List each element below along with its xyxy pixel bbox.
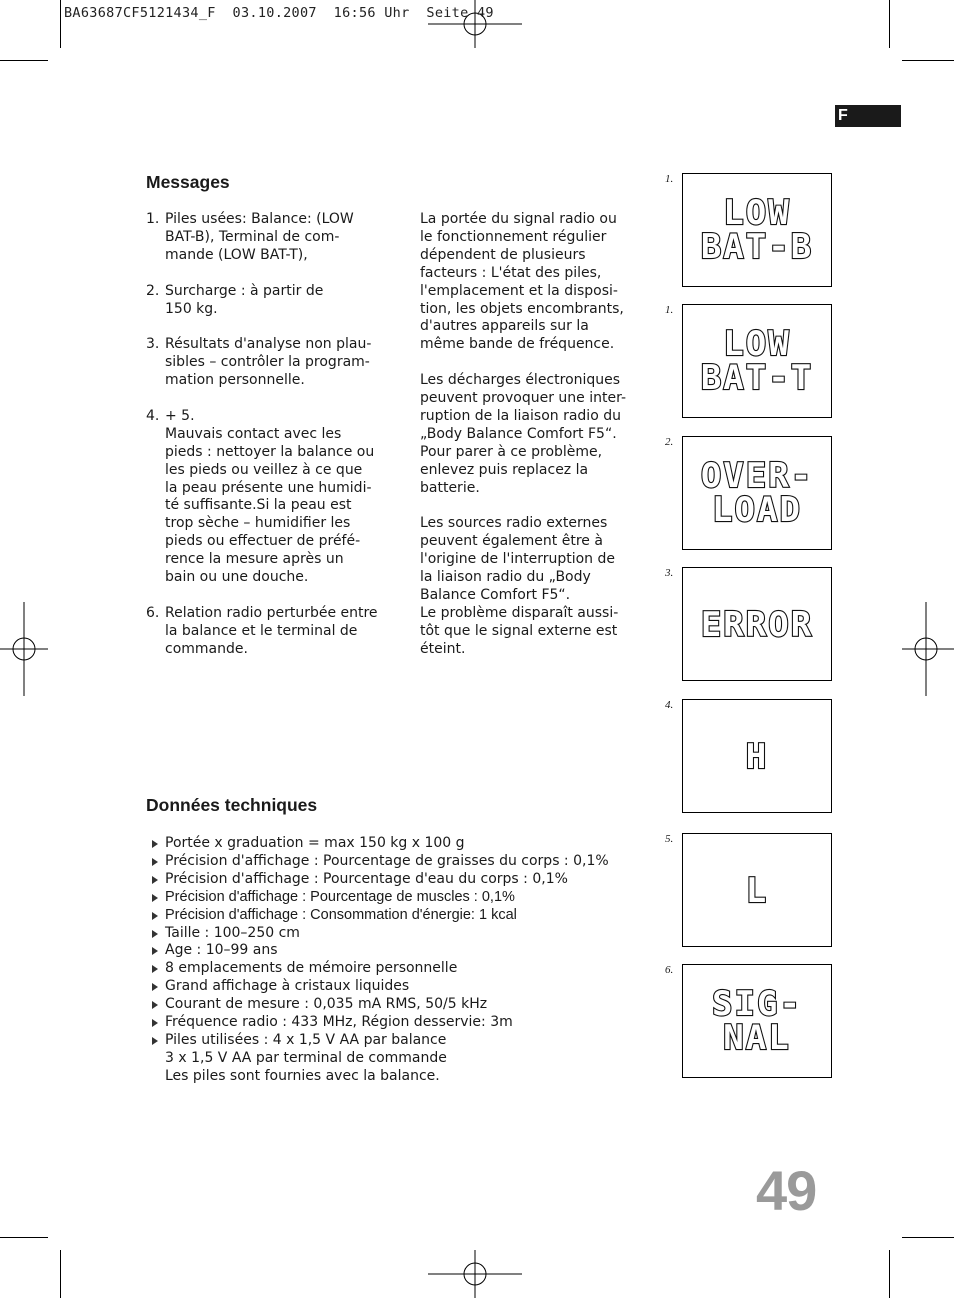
lcd-text: BAT-T: [700, 358, 814, 398]
note-line: la liaison radio du „Body: [420, 569, 591, 586]
message-number: 2.: [146, 282, 160, 299]
note-paragraph: [420, 372, 640, 497]
lcd-text: SIG-: [712, 984, 802, 1024]
message-item: [146, 211, 396, 265]
spec-line: Fréquence radio : 433 MHz, Région desservie: 3m: [165, 1014, 513, 1031]
lcd-text: LOAD: [712, 490, 802, 530]
bullet-triangle-icon: [152, 858, 158, 866]
message-line: rence la mesure après un: [165, 551, 344, 568]
lcd-text: L: [745, 871, 769, 911]
tech-heading: Données techniques: [146, 795, 318, 815]
note-line: éteint.: [420, 640, 466, 657]
message-line: 150 kg.: [165, 300, 218, 317]
note-line: La portée du signal radio ou: [420, 211, 617, 227]
spec-item: [148, 1032, 609, 1086]
bullet-triangle-icon: [152, 1001, 158, 1009]
spec-line: Courant de mesure : 0,035 mA RMS, 50/5 kHz: [165, 996, 488, 1013]
lcd-display: [682, 964, 832, 1078]
message-number: 4.: [146, 407, 160, 424]
messages-notes-column: [420, 211, 640, 677]
bullet-triangle-icon: [152, 894, 158, 902]
message-line: la peau présente une humidi-: [165, 479, 372, 496]
note-paragraph: [420, 211, 640, 354]
message-line: + 5.: [165, 407, 195, 424]
message-line: mande (LOW BAT-T),: [165, 246, 308, 263]
note-line: batterie.: [420, 479, 480, 496]
spec-item: [148, 996, 609, 1014]
spec-line: Piles utilisées : 4 x 1,5 V AA par balance: [165, 1031, 447, 1048]
lcd-display: [682, 699, 832, 813]
message-number: 6.: [146, 604, 160, 621]
message-number: 3.: [146, 336, 160, 353]
messages-heading: Messages: [146, 172, 230, 192]
bullet-triangle-icon: [152, 947, 158, 955]
messages-list-column: [146, 211, 396, 676]
note-line: Balance Comfort F5“.: [420, 587, 571, 603]
note-line: l'emplacement et la disposi-: [420, 282, 618, 299]
bullet-triangle-icon: [152, 930, 158, 938]
note-line: l'origine de l'interruption de: [420, 551, 616, 568]
bullet-triangle-icon: [152, 1037, 158, 1045]
lcd-text: H: [745, 737, 769, 777]
spec-line: Taille : 100–250 cm: [165, 924, 300, 941]
spec-item: [148, 889, 609, 907]
message-line: Piles usées: Balance: (LOW: [165, 211, 354, 227]
message-item: [146, 408, 396, 587]
lcd-text: LOW: [723, 324, 791, 364]
message-line: les pieds ou veillez à ce que: [165, 461, 363, 478]
note-line: dépendent de plusieurs: [420, 246, 586, 263]
bullet-triangle-icon: [152, 912, 158, 920]
spec-line: Portée x graduation = max 150 kg x 100 g: [165, 835, 465, 851]
note-line: Les décharges électroniques: [420, 372, 621, 389]
bullet-triangle-icon: [152, 965, 158, 973]
spec-line: Précision d'affichage : Pourcentage de graisses du corps : 0,1%: [165, 852, 609, 869]
message-line: Relation radio perturbée entre: [165, 604, 378, 621]
message-line: trop sèche – humidifier les: [165, 515, 351, 532]
note-line: „Body Balance Comfort F5“.: [420, 425, 617, 442]
display-number: 3.: [665, 567, 674, 579]
tech-specs-list: [148, 835, 609, 1086]
message-line: pieds : nettoyer la balance ou: [165, 443, 375, 460]
lcd-display: [682, 436, 832, 550]
spec-item: [148, 960, 609, 978]
note-line: Pour parer à ce problème,: [420, 443, 603, 460]
spec-item: [148, 835, 609, 853]
spec-item: [148, 871, 609, 889]
note-line: le fonctionnement régulier: [420, 228, 607, 245]
lcd-display: [682, 833, 832, 947]
note-line: Les sources radio externes: [420, 515, 608, 532]
message-line: Résultats d'analyse non plau-: [165, 336, 372, 353]
message-item: [146, 605, 396, 659]
messages-list: [146, 211, 396, 659]
language-tab: F: [835, 105, 901, 127]
note-line: tion, les objets encombrants,: [420, 300, 624, 317]
note-line: ruption de la liaison radio du: [420, 407, 621, 424]
spec-line: Age : 10–99 ans: [165, 942, 278, 959]
message-line: BAT-B), Terminal de com-: [165, 228, 340, 245]
lcd-text: BAT-B: [700, 227, 814, 267]
bullet-triangle-icon: [152, 1019, 158, 1027]
bullet-triangle-icon: [152, 840, 158, 848]
lcd-text: OVER-: [700, 456, 814, 496]
message-line: mation personnelle.: [165, 372, 305, 389]
spec-item: [148, 942, 609, 960]
message-line: commande.: [165, 640, 248, 657]
display-number: 6.: [665, 964, 674, 976]
spec-item: [148, 925, 609, 943]
display-number: 1.: [665, 304, 674, 316]
display-number: 2.: [665, 436, 674, 448]
message-line: Surcharge : à partir de: [165, 282, 324, 299]
spec-item: [148, 853, 609, 871]
display-number: 5.: [665, 833, 674, 845]
display-number: 1.: [665, 173, 674, 185]
spec-line: Les piles sont fournies avec la balance.: [165, 1067, 440, 1084]
message-line: pieds ou effectuer de préfé-: [165, 533, 361, 550]
spec-line: Précision d'affichage : Pourcentage d'eau du corps : 0,1%: [165, 870, 568, 887]
spec-line: 3 x 1,5 V AA par terminal de commande: [165, 1049, 447, 1066]
message-number: 1.: [146, 211, 160, 227]
lcd-display: [682, 304, 832, 418]
display-number: 4.: [665, 699, 674, 711]
message-line: sibles – contrôler la program-: [165, 354, 370, 371]
message-line: bain ou une douche.: [165, 569, 309, 586]
bullet-triangle-icon: [152, 983, 158, 991]
lcd-text: LOW: [723, 193, 791, 233]
note-line: même bande de fréquence.: [420, 336, 615, 353]
message-line: té suffisante.Si la peau est: [165, 497, 352, 514]
spec-item: [148, 978, 609, 996]
note-line: peuvent également être à: [420, 533, 603, 550]
message-line: la balance et le terminal de: [165, 622, 358, 639]
spec-item: [148, 907, 609, 925]
note-line: peuvent provoquer une inter-: [420, 390, 627, 407]
note-line: enlevez puis replacez la: [420, 461, 589, 478]
message-item: [146, 336, 396, 390]
note-paragraph: [420, 515, 640, 658]
spec-line: Précision d'affichage : Consommation d'énergie: 1 kcal: [165, 906, 517, 923]
lcd-display: [682, 567, 832, 681]
note-line: d'autres appareils sur la: [420, 318, 589, 335]
note-line: Le problème disparaît aussi-: [420, 604, 619, 621]
lcd-text: ERROR: [700, 605, 814, 645]
bullet-triangle-icon: [152, 876, 158, 884]
lcd-text: NAL: [723, 1018, 791, 1058]
spec-item: [148, 1014, 609, 1032]
page-number: 49: [756, 1159, 817, 1222]
note-line: facteurs : L'état des piles,: [420, 264, 602, 281]
message-item: [146, 283, 396, 319]
note-line: tôt que le signal externe est: [420, 622, 618, 639]
message-line: Mauvais contact avec les: [165, 425, 342, 442]
spec-line: Précision d'affichage : Pourcentage de muscles : 0,1%: [165, 888, 515, 905]
spec-line: 8 emplacements de mémoire personnelle: [165, 960, 458, 977]
print-slug: BA63687CF5121434_F 03.10.2007 16:56 Uhr Seite 49: [64, 5, 494, 21]
lcd-display: [682, 173, 832, 287]
spec-line: Grand affichage à cristaux liquides: [165, 978, 410, 995]
